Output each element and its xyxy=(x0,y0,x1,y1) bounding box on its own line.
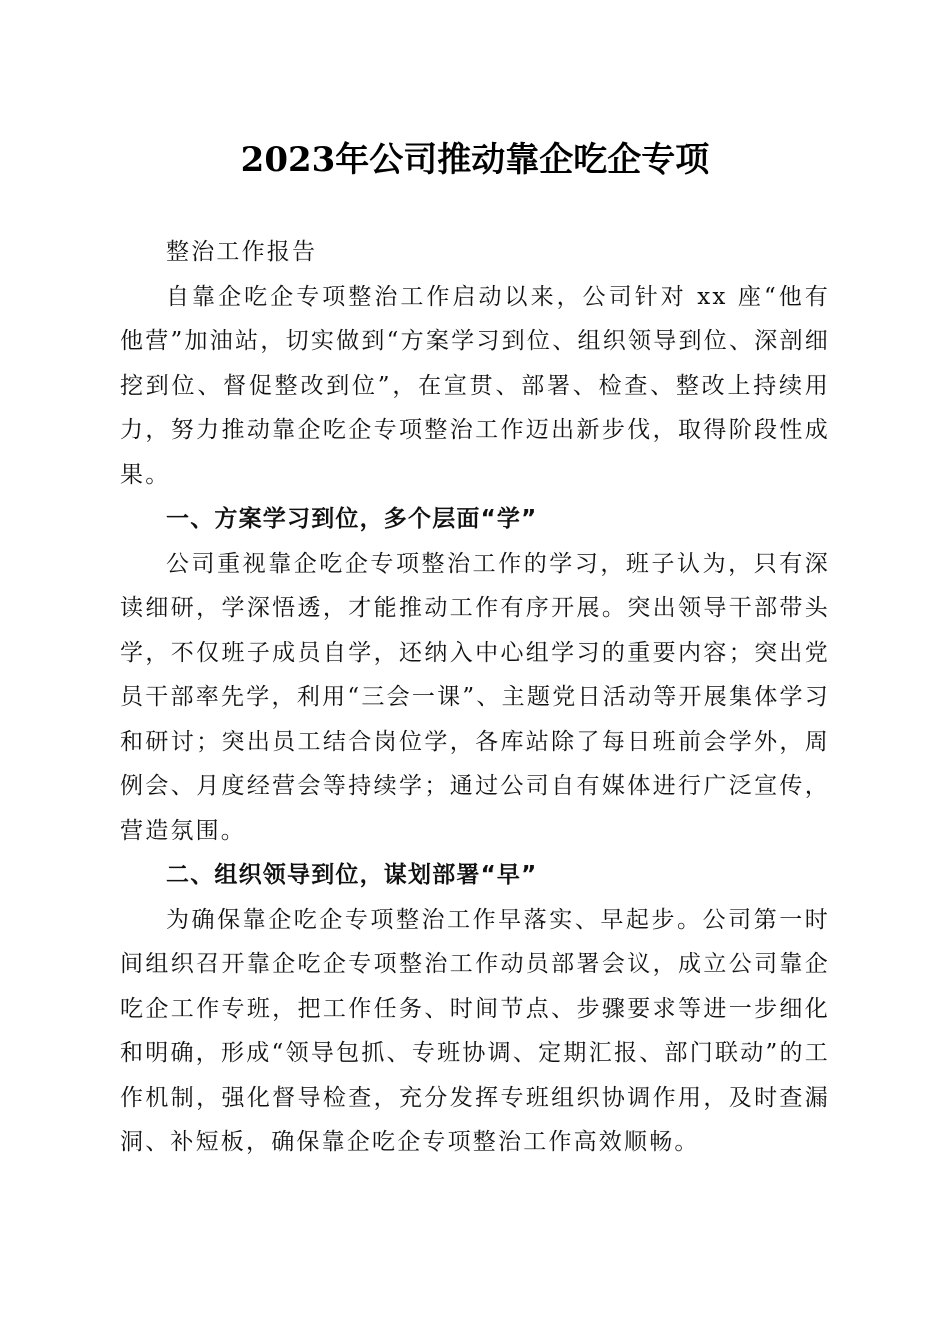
document-title: 2023年公司推动靠企吃企专项 xyxy=(240,140,710,180)
section-heading-2: 二、组织领导到位，谋划部署“早” xyxy=(166,862,538,888)
subtitle-paragraph: 整治工作报告 xyxy=(166,239,318,265)
section-heading-1: 一、方案学习到位，多个层面“学” xyxy=(166,506,538,532)
section-2-paragraph: 为确保靠企吃企专项整治工作早落实、早起步。公司第一时间组织召开靠企吃企专项整治工作动员部署会议，成立公司靠企吃企工作专班，把工作任务、时间节点、步骤要求等进一步细化和明确，形成“领导包抓、专班协调、定期汇报、部门联动”的工作机制，强化督导检查，充分发挥专班组织协调作用，及时查漏洞、补短板，确保靠企吃企专项整治工作高效顺畅。 xyxy=(120,906,830,1155)
intro-paragraph: 自靠企吃企专项整治工作启动以来，公司针对 xx 座“他有他营”加油站，切实做到“方案学习到位、组织领导到位、深剖细挖到位、督促整改到位”，在宣贯、部署、检查、整改上持续用力，努力推动靠企吃企专项整治工作迈出新步伐，取得阶段性成果。 xyxy=(120,283,830,488)
section-1-paragraph: 公司重视靠企吃企专项整治工作的学习，班子认为，只有深读细研，学深悟透，才能推动工作有序开展。突出领导干部带头学，不仅班子成员自学，还纳入中心组学习的重要内容；突出党员干部率先学，利用“三会一课”、主题党日活动等开展集体学习和研讨；突出员工结合岗位学，各库站除了每日班前会学外，周例会、月度经营会等持续学；通过公司自有媒体进行广泛宣传，营造氛围。 xyxy=(120,550,830,844)
document-body xyxy=(120,230,830,1165)
